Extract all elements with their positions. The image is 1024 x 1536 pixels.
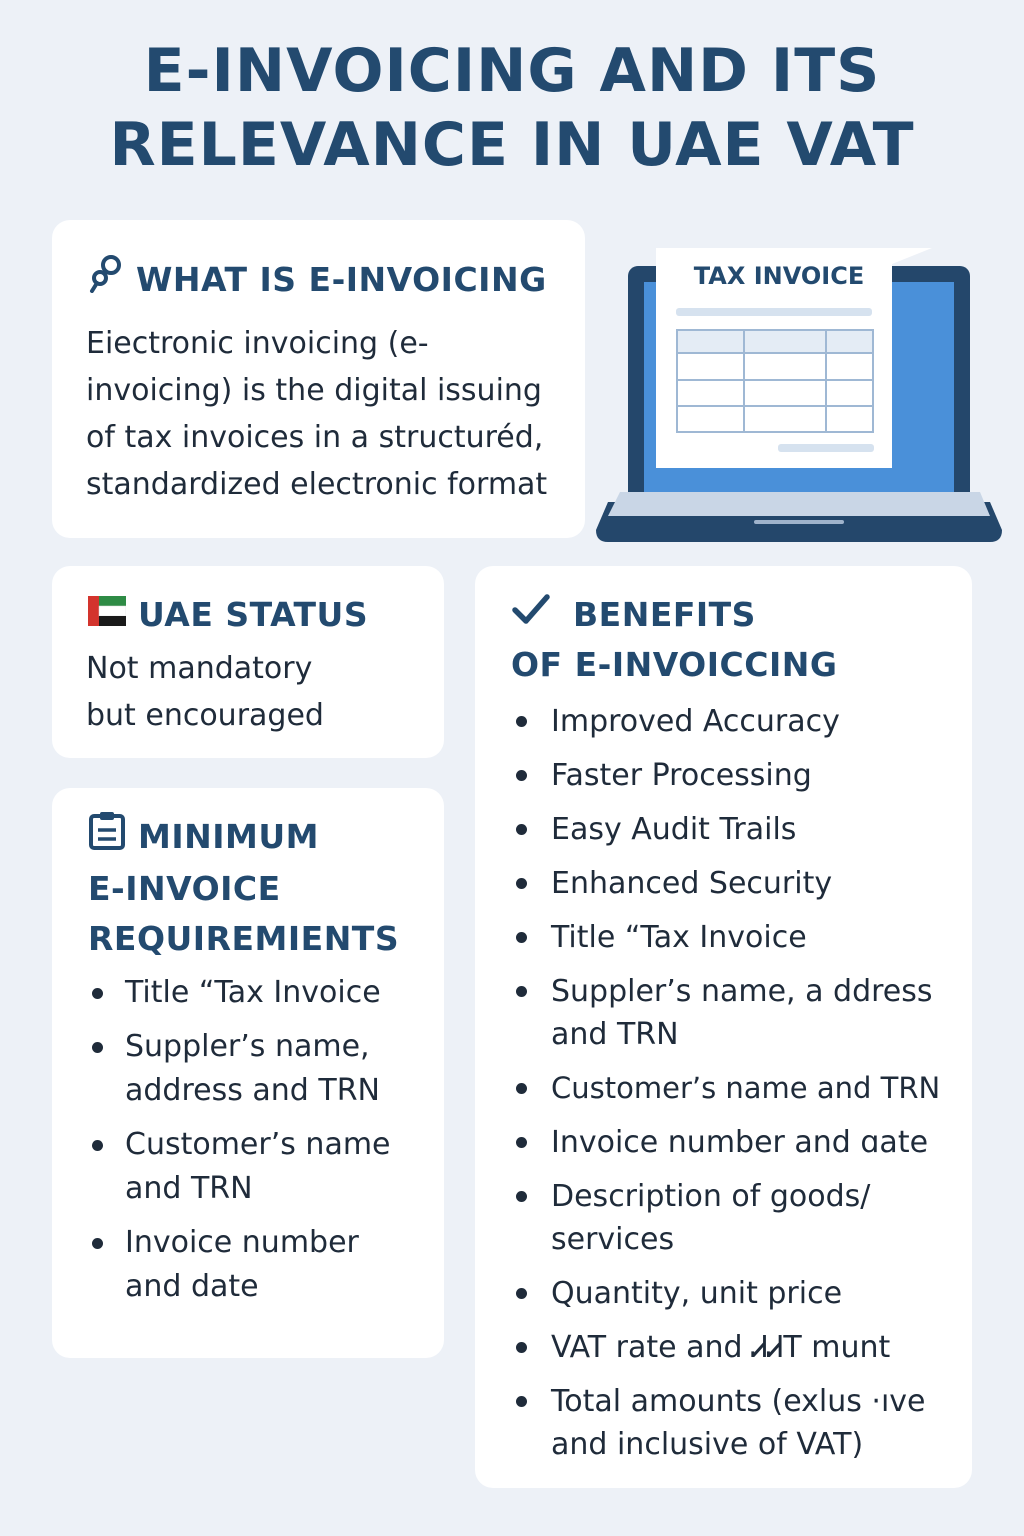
list-item-line-1: Description of goods/ xyxy=(551,1179,871,1214)
list-item xyxy=(475,754,972,797)
list-item-line-1: Title “Tax Invoice xyxy=(551,920,807,955)
minimum-requirements-card xyxy=(52,788,444,1358)
list-item xyxy=(475,1121,972,1164)
list-item-line-1: Easy Audit Trails xyxy=(551,812,797,847)
list-item xyxy=(52,1221,444,1309)
list-item xyxy=(475,1272,972,1315)
what-is-einvoicing-card xyxy=(52,220,585,538)
minimum-list xyxy=(52,971,444,1319)
minimum-heading xyxy=(88,810,399,964)
page-title xyxy=(0,34,1024,182)
what-is-line-3: of tax invoices in a structuréd, xyxy=(86,420,544,455)
uae-status-heading xyxy=(88,590,368,640)
uae-flag-icon xyxy=(88,590,126,640)
minimum-heading-line-1: MINIMUM xyxy=(138,817,319,856)
list-item xyxy=(475,1067,972,1110)
benefits-heading xyxy=(511,590,837,690)
uae-status-description xyxy=(86,645,324,739)
tax-invoice-doc-title: TAX INVOICE xyxy=(693,262,865,290)
what-is-description xyxy=(86,320,547,508)
list-item-line-2: and TRN xyxy=(125,1171,253,1206)
list-item xyxy=(475,700,972,743)
uae-status-line-2: but encouraged xyxy=(86,698,324,733)
list-item-line-2: and inclusive of VAT) xyxy=(551,1427,864,1462)
what-is-heading-text: WHAT IS E-INVOICING xyxy=(136,260,547,299)
what-is-heading xyxy=(88,253,547,307)
list-item-line-1: Customer’s name xyxy=(125,1127,391,1162)
what-is-line-2: invoicing) is the digital issuing xyxy=(86,373,542,408)
list-item-line-1: Invoice number and ɑate xyxy=(551,1125,929,1160)
list-item-line-1: Suppler’s name, xyxy=(125,1029,370,1064)
minimum-heading-line-2: E-INVOICE xyxy=(88,869,281,908)
list-item xyxy=(475,1380,972,1466)
list-item-line-1: Customer’s name and TRN xyxy=(551,1071,941,1105)
pin-icon xyxy=(88,253,124,307)
uae-status-line-1: Not mandatory xyxy=(86,651,313,686)
checkmark-icon xyxy=(511,590,551,640)
minimum-heading-line-3: REQUIREMIENTS xyxy=(88,919,400,958)
list-item xyxy=(475,1326,972,1369)
page-title-line-1: E-INVOICING AND ITS xyxy=(143,36,881,106)
list-item-line-2: and date xyxy=(125,1269,259,1304)
list-item-line-1: Enhanced Security xyxy=(551,866,833,901)
benefits-card xyxy=(475,566,972,1488)
list-item-line-1: Faster Processing xyxy=(551,758,812,793)
list-item xyxy=(475,808,972,851)
laptop-illustration xyxy=(594,244,1004,544)
list-item-line-1: Quantity, unit price xyxy=(551,1276,843,1311)
list-item xyxy=(475,970,972,1056)
list-item-line-1: Suppler’s name, a ddress xyxy=(551,974,933,1009)
list-item xyxy=(52,971,444,1015)
benefits-list xyxy=(475,700,972,1477)
list-item-line-1: VAT rate and ᏗᏗT munt xyxy=(551,1330,891,1365)
list-item-line-2: services xyxy=(551,1222,675,1257)
page-title-line-2: RELEVANCE IN UAE VAT xyxy=(109,110,915,180)
list-item-line-2: address and TRN xyxy=(125,1073,380,1108)
list-item-line-2: and TRN xyxy=(551,1017,679,1052)
uae-status-card xyxy=(52,566,444,758)
list-item-line-1: Invoice number xyxy=(125,1225,359,1260)
list-item xyxy=(475,862,972,905)
list-item xyxy=(475,1175,972,1261)
benefits-heading-line-1: BENEFITS xyxy=(573,595,756,634)
uae-status-heading-text: UAE STATUS xyxy=(138,595,369,634)
what-is-line-4: standardized electronic format xyxy=(86,467,548,502)
benefits-heading-line-2: OF E-INVOICCING xyxy=(511,645,838,684)
what-is-line-1: Eiectronic invoicing (e- xyxy=(86,326,429,361)
list-item xyxy=(52,1025,444,1113)
clipboard-icon xyxy=(88,810,126,864)
list-item-line-1: Improved Accuracy xyxy=(551,704,840,739)
list-item xyxy=(475,916,972,959)
list-item-line-1: Title “Tax Invoice xyxy=(125,975,381,1010)
list-item-line-1: Total amounts (exlus ·ıve xyxy=(551,1384,926,1419)
list-item xyxy=(52,1123,444,1211)
